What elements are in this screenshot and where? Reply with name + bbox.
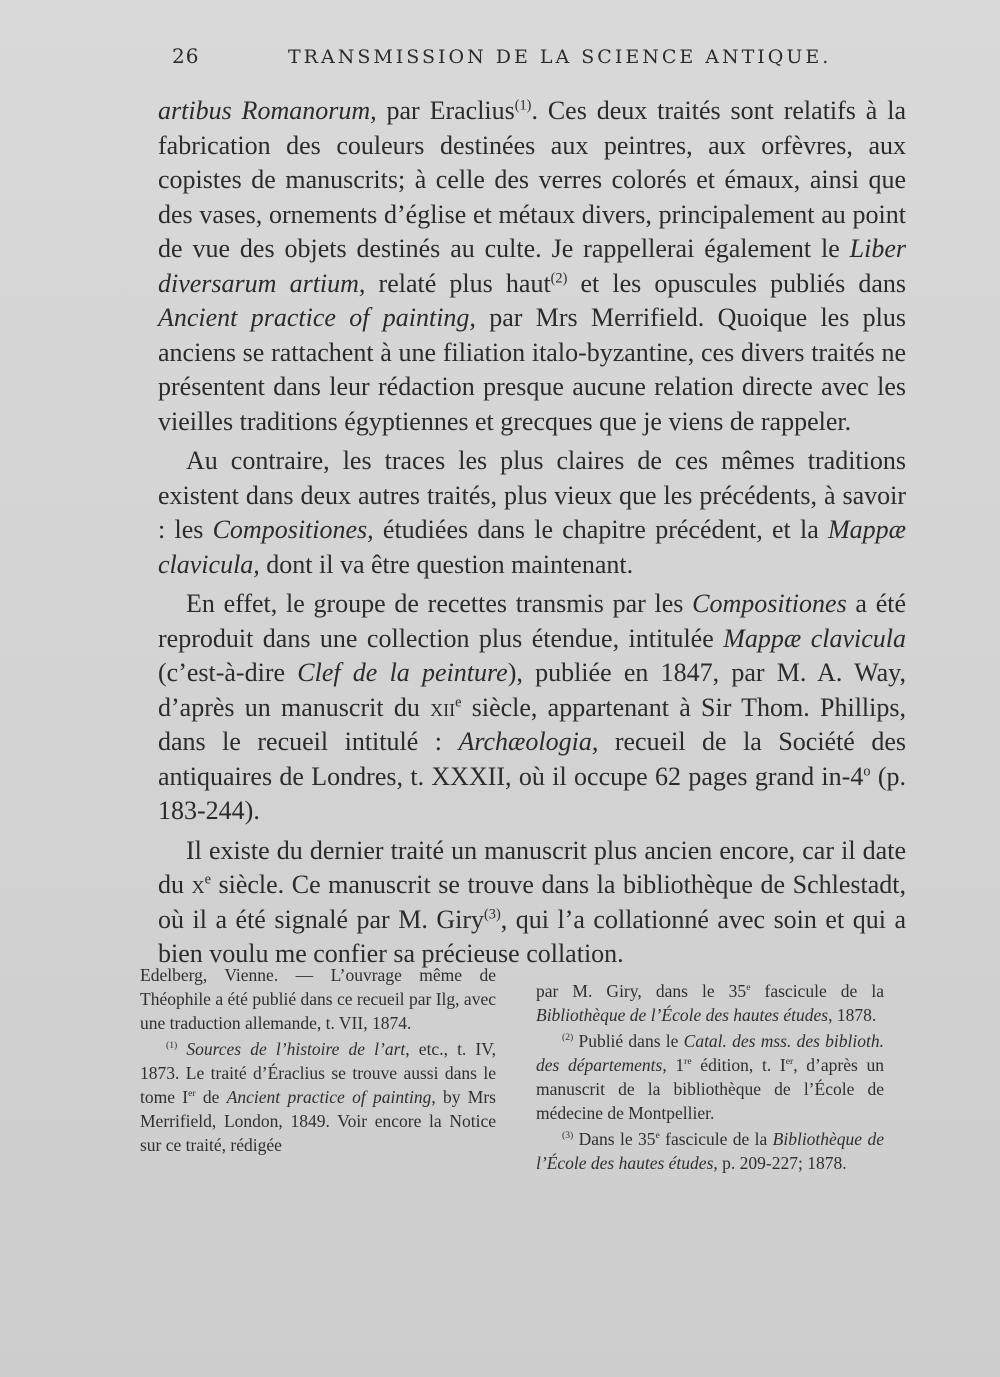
text-run: , p. 209-227; 1878. — [713, 1153, 847, 1173]
superscript: (2) — [562, 1032, 574, 1044]
text-run: , qui l’a collationné avec soin et qui a bien voulu me confier sa précieuse collation. — [158, 904, 906, 968]
text-run — [177, 1039, 186, 1059]
text-run: recueil de la Société des antiquaires de Londres, t. XXXII, où il occupe 62 pages grand in-4 — [158, 727, 906, 791]
page-number: 26 — [172, 44, 200, 68]
text-run: a été reproduit dans une collection plus étendue, intitulée — [158, 589, 906, 653]
text-run: par Eraclius — [376, 96, 515, 125]
superscript: (2) — [550, 269, 568, 286]
italic-text: Sources de l’histoire de l’art — [186, 1039, 406, 1059]
text-run: édition, t. I — [691, 1055, 786, 1075]
italic-text: Clef de la peinture — [297, 658, 508, 687]
italic-text: Ancient practice of painting, — [158, 303, 476, 332]
text-run: , etc., t. IV, 1873. Le traité d’Éraclius se trouve aussi dans le tome I — [140, 1039, 497, 1107]
italic-text: Compositiones — [692, 589, 847, 618]
superscript: e — [655, 1130, 660, 1142]
superscript: e — [455, 693, 462, 710]
superscript: er — [188, 1088, 196, 1100]
italic-text: Mappæ clavicula, — [158, 515, 906, 579]
superscript: (1) — [514, 97, 532, 114]
text-run: par M. Giry, dans le 35 — [536, 981, 747, 1001]
text-run: , 1 — [662, 1055, 685, 1075]
text-run: Publié dans le — [573, 1031, 684, 1051]
text-run: (c’est-à-dire — [158, 658, 298, 687]
text-run: , 1878. — [828, 1005, 877, 1025]
text-run: x — [191, 870, 205, 899]
footnote-3 — [536, 1127, 884, 1175]
text-run: étudiées dans le chapitre précédent, et la — [373, 515, 828, 544]
text-run: dont il va être question maintenant. — [259, 549, 634, 579]
italic-text: Bibliothèque de l’École des hautes études — [536, 1005, 829, 1025]
text-run: (p. 183-244). — [158, 761, 906, 825]
text-run: Edelberg, Vienne. — L’ouvrage même de Théophile a été publié dans ce recueil par Ilg, avec une traduction allemande, t. VII, 1874. — [140, 965, 496, 1033]
italic-text: Ancient practice of painting — [226, 1087, 432, 1107]
text-run: de — [195, 1087, 227, 1107]
text-run: fascicule de la — [659, 1129, 773, 1149]
text-run: , by Mrs Merrifield, London, 1849. Voir encore la Notice sur ce traité, rédigée — [140, 1087, 496, 1155]
paragraph — [158, 834, 906, 972]
superscript: e — [204, 871, 211, 888]
running-title: TRANSMISSION DE LA SCIENCE ANTIQUE. — [288, 46, 832, 68]
text-run: Au contraire, les traces les plus claires de ces mêmes traditions existent dans deux autres traités, plus vieux que les précédents, à savoir : les — [158, 446, 906, 544]
superscript: re — [684, 1056, 692, 1068]
text-run: xii — [430, 692, 456, 722]
italic-text: Bibliothèque de l’École des hautes études — [536, 1129, 884, 1173]
footnote-1 — [140, 1037, 496, 1157]
text-run: siècle, appartenant à Sir Thom. Phillips, dans le recueil intitulé : — [158, 692, 906, 756]
paragraph — [158, 444, 906, 582]
paragraph — [158, 94, 906, 439]
page-header — [0, 44, 1000, 84]
italic-text: Liber diversarum artium, — [158, 234, 906, 298]
text-run: et les opuscules publiés dans — [567, 268, 906, 298]
italic-text: artibus Romanorum, — [158, 96, 377, 125]
text-run: relaté plus haut — [365, 268, 551, 298]
text-run: par Mrs Merrifield. Quoique les plus anciens se rattachent à une filiation italo-byzantine, ces divers traités ne présentent dans leur rédaction presque aucune relation directe avec les vieilles traditions égyptiennes et grecques que je viens de rappeler. — [158, 303, 906, 436]
text-run: , d’après un manuscrit de la bibliothèque de l’École de médecine de Montpellier. — [536, 1055, 884, 1123]
main-text — [158, 94, 906, 977]
text-run: En effet, le groupe de recettes transmis par les — [186, 589, 693, 618]
text-run: . Ces deux traités sont relatifs à la fabrication des couleurs destinées aux peintres, aux orfèvres, aux copistes de manuscrits; à celle des verres colorés et émaux, ainsi que des vases, ornements d’église et métaux divers, principalement au point de vue des objets destinés au culte. Je rappellerai également le — [158, 96, 906, 263]
superscript: (3) — [562, 1130, 574, 1142]
superscript: (3) — [484, 905, 501, 922]
text-run: ), publiée en 1847, par M. A. Way, d’après un manuscrit du — [158, 658, 906, 722]
italic-text: Compositiones, — [212, 515, 374, 544]
superscript: er — [785, 1056, 794, 1068]
footnote-continuation — [140, 963, 496, 1035]
text-run: Il existe du dernier traité un manuscrit plus ancien encore, car il date du — [158, 835, 906, 899]
paragraph — [158, 587, 906, 829]
italic-text: Catal. des mss. des biblioth. des départements — [536, 1031, 885, 1075]
italic-text: Mappæ clavicula — [723, 623, 906, 653]
superscript: (1) — [166, 1040, 178, 1052]
superscript: e — [746, 982, 751, 994]
text-run: siècle. Ce manuscrit se trouve dans la bibliothèque de Schlestadt, où il a été signalé par M. Giry — [158, 870, 906, 934]
footnote-continuation — [536, 979, 884, 1027]
superscript: o — [863, 762, 871, 779]
footnotes — [140, 963, 885, 1223]
footnote-column-right — [536, 979, 884, 1177]
footnote-column-left — [140, 963, 496, 1159]
footnote-2 — [536, 1029, 884, 1125]
text-run: Dans le 35 — [573, 1129, 656, 1149]
italic-text: Archæologia, — [458, 727, 599, 756]
text-run: fascicule de la — [750, 981, 885, 1001]
